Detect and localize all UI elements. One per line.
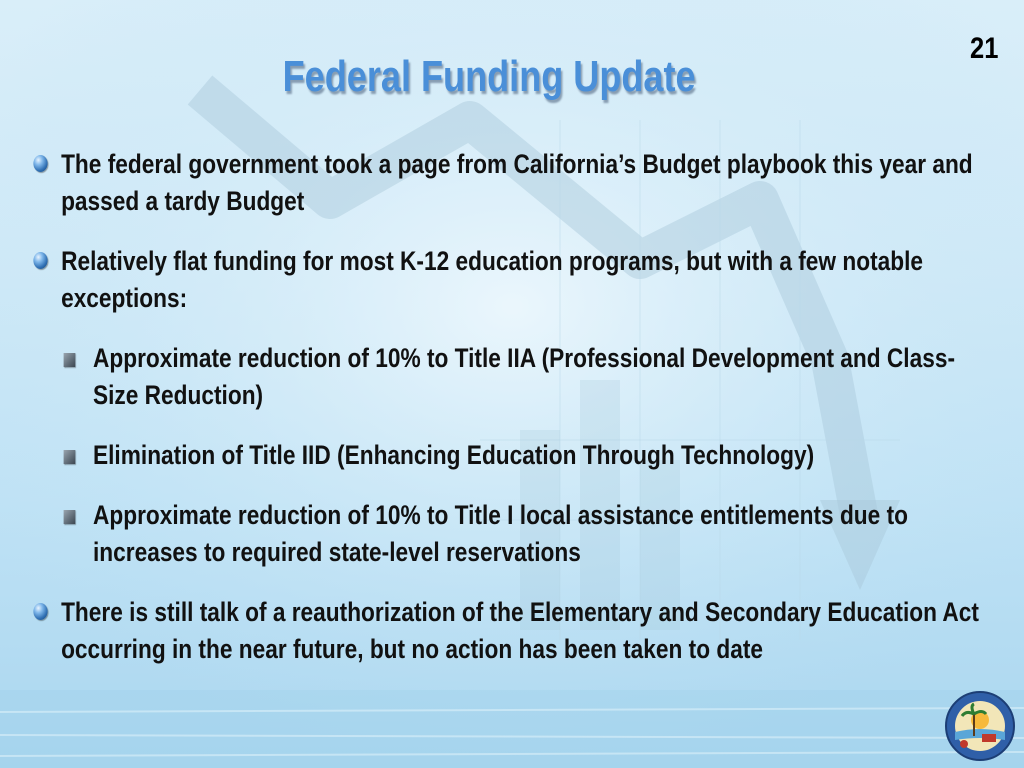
slide-title: Federal Funding Update [282,52,696,101]
bullet-item [30,594,996,668]
sub-bullet-item [30,340,996,414]
square-bullet-icon [64,353,76,367]
bullet-item [30,243,996,317]
round-bullet-icon [33,155,47,172]
district-seal-logo [944,690,1016,762]
sub-bullet-text: Approximate reduction of 10% to Title IIA (Professional Development and Class-Size Reduction) [93,343,956,410]
round-bullet-icon [33,603,47,620]
round-bullet-icon [33,252,47,269]
bullet-list [30,146,996,691]
bullet-text: The federal government took a page from California’s Budget playbook this year and passed a tardy Budget [61,149,973,216]
square-bullet-icon [64,450,76,464]
sub-bullet-text: Approximate reduction of 10% to Title I local assistance entitlements due to increases to required state-level reservations [93,500,908,567]
bullet-text: There is still talk of a reauthorization of the Elementary and Secondary Education Act occurring in the near future, but no action has been taken to date [61,597,979,664]
square-bullet-icon [64,510,76,524]
bullet-text: Relatively flat funding for most K-12 education programs, but with a few notable exceptions: [61,246,924,313]
sub-bullet-item [30,437,996,474]
sub-bullet-item [30,497,996,571]
sub-bullet-text: Elimination of Title IID (Enhancing Education Through Technology) [93,440,815,470]
slide-number: 21 [969,32,998,65]
bullet-item [30,146,996,220]
